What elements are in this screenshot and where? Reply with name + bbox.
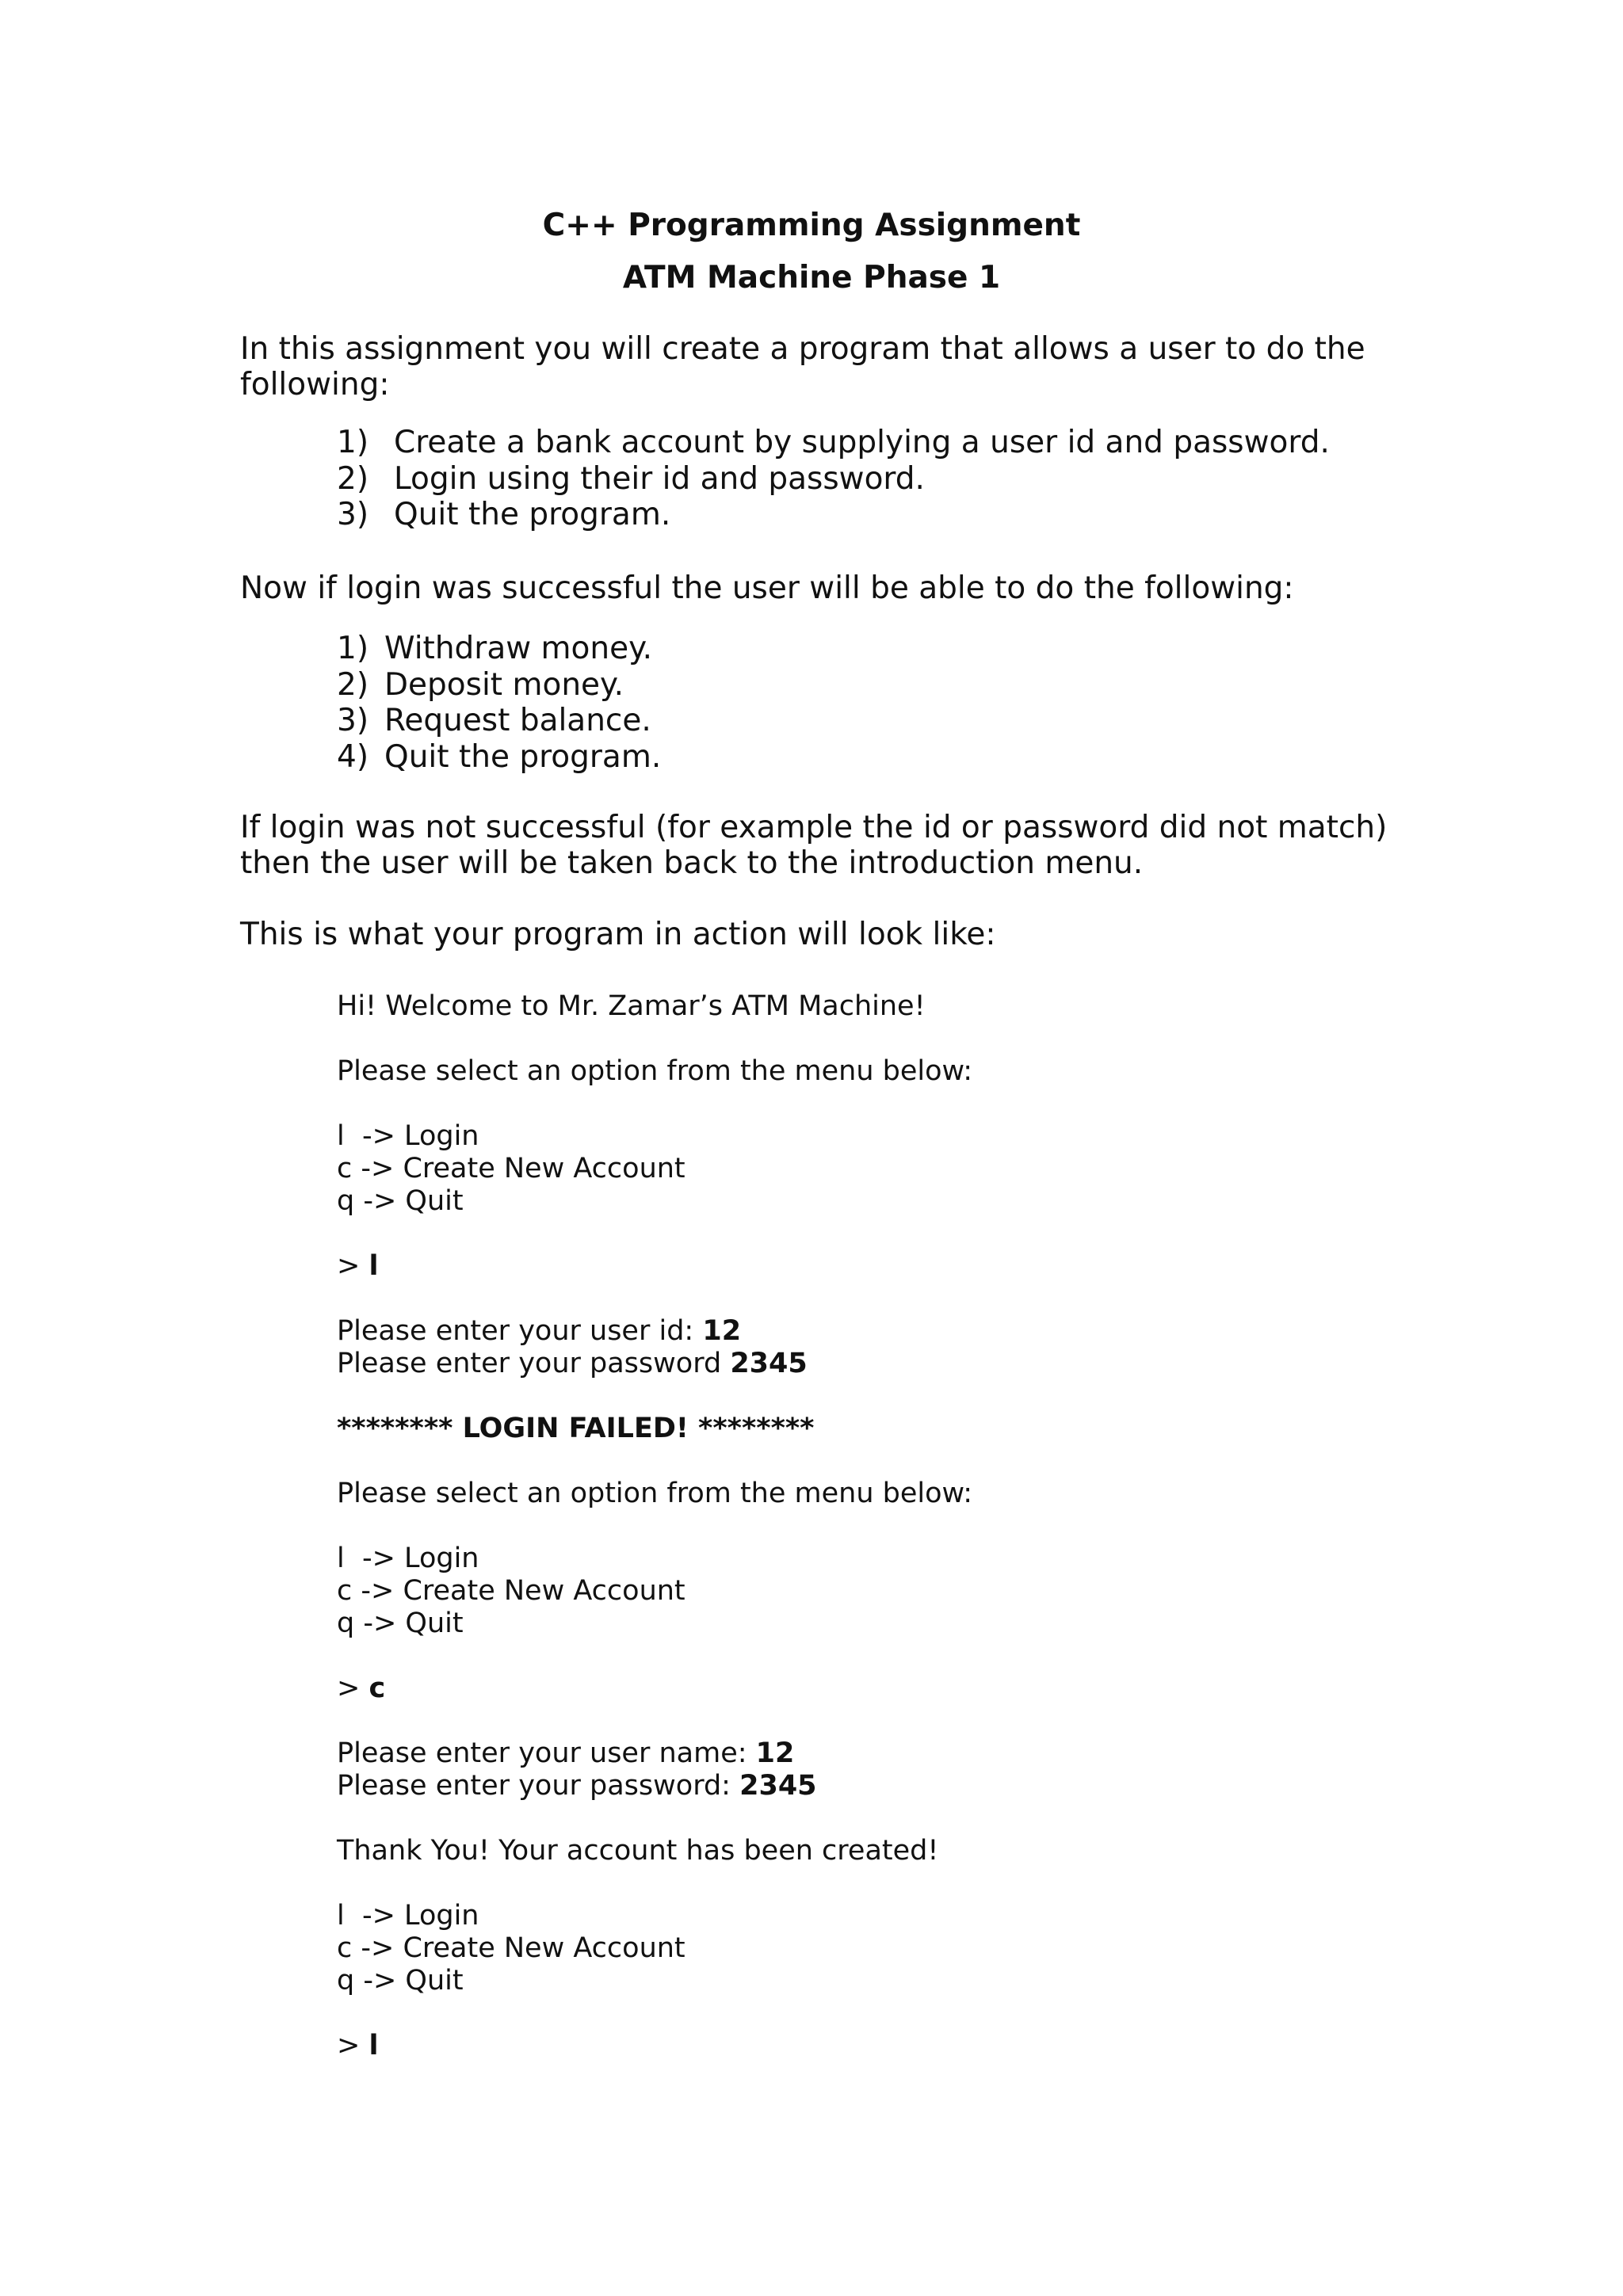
list-item-text: Login using their id and password. (394, 460, 925, 497)
prompt-symbol: > (337, 1672, 369, 1704)
console-menu-login: l -> Login (337, 1120, 479, 1152)
list-item-text: Withdraw money. (384, 631, 653, 666)
list-item (337, 461, 1330, 498)
failure-paragraph: If login was not successful (for example the id or password did not match) then the user will be taken back to the introduction menu. (240, 810, 1388, 881)
password-label: Please enter your password: (337, 1770, 740, 1802)
example-intro-paragraph: This is what your program in action will look like: (240, 917, 996, 952)
list-item-number: 3) (337, 703, 369, 738)
user-input: c (369, 1672, 386, 1704)
console-password-line (337, 1770, 817, 1802)
list-item-number: 1) (337, 631, 369, 666)
success-paragraph: Now if login was successful the user will be able to do the following: (240, 570, 1294, 606)
console-menu-create: c -> Create New Account (337, 1932, 685, 1964)
console-input-line (337, 1250, 378, 1283)
console-select-prompt: Please select an option from the menu below: (337, 1478, 973, 1509)
document-title: C++ Programming Assignment (542, 208, 1081, 243)
user-name-label: Please enter your user name: (337, 1737, 756, 1769)
user-input: l (369, 1250, 379, 1282)
console-menu-quit: q -> Quit (337, 1965, 464, 1997)
account-menu-list (337, 631, 661, 775)
console-menu-create: c -> Create New Account (337, 1575, 685, 1607)
console-login-failed: ******** LOGIN FAILED! ******** (337, 1413, 815, 1444)
console-password-line (337, 1348, 808, 1380)
list-item-text: Quit the program. (384, 738, 662, 775)
list-item-number: 2) (337, 460, 369, 497)
list-item-number: 2) (337, 666, 369, 703)
console-menu-create: c -> Create New Account (337, 1153, 685, 1184)
list-item (337, 739, 661, 776)
console-account-created: Thank You! Your account has been created! (337, 1835, 939, 1867)
list-item-text: Quit the program. (394, 497, 671, 532)
list-item (337, 425, 1330, 461)
main-menu-list (337, 425, 1330, 533)
password-value: 2345 (739, 1770, 817, 1802)
list-item (337, 667, 661, 704)
console-user-name-line (337, 1737, 794, 1770)
user-name-value: 12 (755, 1737, 795, 1769)
console-input-line (337, 1672, 385, 1705)
console-input-line (337, 2030, 378, 2062)
console-menu-quit: q -> Quit (337, 1185, 464, 1217)
list-item-number: 3) (337, 497, 369, 532)
user-id-value: 12 (702, 1315, 742, 1347)
document-subtitle: ATM Machine Phase 1 (622, 260, 1001, 296)
console-menu-login: l -> Login (337, 1900, 479, 1932)
console-menu-login: l -> Login (337, 1543, 479, 1574)
list-item-text: Create a bank account by supplying a user id and password. (394, 425, 1330, 460)
list-item (337, 703, 661, 739)
list-item (337, 497, 1330, 533)
intro-paragraph: In this assignment you will create a program that allows a user to do the following: (240, 331, 1365, 402)
list-item-text: Request balance. (384, 703, 651, 738)
console-select-prompt: Please select an option from the menu below: (337, 1055, 973, 1087)
console-user-id-line (337, 1315, 741, 1348)
list-item (337, 631, 661, 667)
password-value: 2345 (730, 1348, 808, 1379)
password-label: Please enter your password (337, 1348, 731, 1379)
user-input: l (369, 2030, 379, 2061)
prompt-symbol: > (337, 2030, 369, 2061)
console-menu-quit: q -> Quit (337, 1608, 464, 1639)
list-item-number: 1) (337, 425, 369, 460)
user-id-label: Please enter your user id: (337, 1315, 703, 1347)
console-welcome: Hi! Welcome to Mr. Zamar’s ATM Machine! (337, 990, 926, 1022)
prompt-symbol: > (337, 1250, 369, 1282)
list-item-text: Deposit money. (384, 666, 624, 703)
list-item-number: 4) (337, 738, 369, 775)
